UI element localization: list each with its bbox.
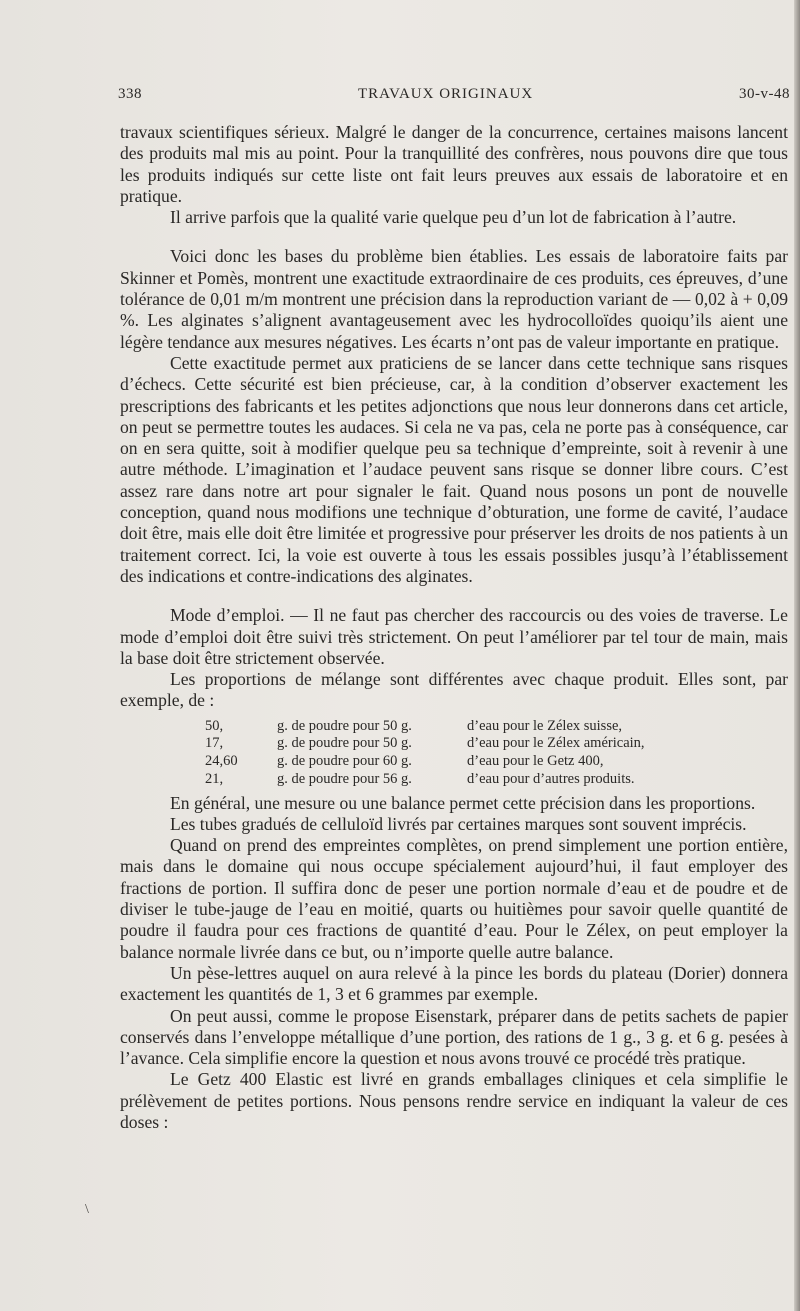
proportions-table [205,718,788,789]
article-body [120,122,788,1133]
running-title: TRAVAUX ORIGINAUX [358,86,534,102]
table-row [205,735,788,753]
paragraph: Les tubes gradués de celluloïd livrés par certaines marques sont souvent imprécis. [170,813,747,834]
table-row [205,718,788,736]
paragraph: Il arrive parfois que la qualité varie quelque peu d’un lot de fabrication à l’autre. [170,207,737,228]
margin-mark: \ [85,1202,89,1217]
running-header [118,86,790,108]
page-edge-shadow [794,0,800,1311]
paragraph: Quand on prend des empreintes complètes, on prend simplement une portion entière, mais dans le domaine qui nous occupe spécialement aujourd’hui, il faut employer des fractions de portion. Il suffira donc de peser une portion normale d’eau et de poudre et de diviser le tube-jauge de l’eau en moitié, quarts ou huitièmes pour savoir quelle quantité de poudre il faudra pour ces fractions de quantité d’eau. Pour le Zélex, on peut employer la balance normale livrée dans ce but, ou n’importe quelle autre balance. [120,835,788,962]
page-number: 338 [118,86,142,102]
table-row [205,753,788,771]
table-cell: g. de poudre pour 50 g. [277,735,412,752]
paragraph: Cette exactitude permet aux praticiens de se lancer dans cette technique sans risques d’échecs. Cette sécurité est bien précieuse, car, à la condition d’observer exactement les prescriptions des fabricants et les petites adjonctions que nous leur donnerons dans cet article, on peut se permettre toutes les audaces. Si cela ne va pas, cela ne porte pas à conséquence, car on en sera quitte, soit à modifier quelque peu sa technique d’empreinte, soit à revenir à une autre méthode. L’imagination et l’audace peuvent sans risque se donner libre cours. C’est assez rare dans notre art pour signaler le fait. Quand nous posons un pont de nouvelle conception, quand nous modifions une technique d’obturation, une forme de cavité, l’audace doit être, mais elle doit être limitée et progressive pour préserver les droits de nos patients à un traitement correct. Ici, la voie est ouverte à tous les essais possibles jusqu’à l’établissement des indications et contre-indications des alginates. [120,352,788,586]
table-cell: d’eau pour le Getz 400, [467,753,604,770]
paragraph: Les proportions de mélange sont différentes avec chaque produit. Elles sont, par exemple, de : [120,669,788,711]
table-row [205,771,788,789]
table-cell: d’eau pour le Zélex suisse, [467,717,623,734]
paragraph: travaux scientifiques sérieux. Malgré le danger de la concurrence, certaines maisons lancent des produits mal mis au point. Pour la tranquillité des confrères, nous pouvons dire que tous les produits indiqués sur cette liste ont fait leurs preuves aux essais de laboratoire et en pratique. [120,122,788,206]
paragraph: En général, une mesure ou une balance permet cette précision dans les proportions. [170,792,756,813]
table-cell: 17, [205,735,224,752]
table-cell: d’eau pour le Zélex américain, [467,735,645,752]
table-cell: 24,60 [205,753,238,770]
table-cell: 50, [205,717,224,734]
section-paragraph-mode-emploi: Mode d’emploi. — Il ne faut pas chercher des raccourcis ou des voies de traverse. Le mode d’emploi doit être suivi très strictement. On peut l’améliorer par tel tour de main, mais la base doit être strictement observée. [120,605,788,668]
issue-date: 30-v-48 [739,86,790,102]
paragraph: Voici donc les bases du problème bien établies. Les essais de laboratoire faits par Skinner et Pomès, montrent une exactitude extraordinaire de ces produits, ces épreuves, d’une tolérance de 0,01 m/m montrent une précision dans la reproduction variant de — 0,02 à + 0,09 %. Les alginates s’alignent avantageusement avec les hydrocolloïdes quoiqu’ils aient une légère tendance aux mesures négatives. Les écarts n’ont pas de valeur importante en pratique. [120,246,788,352]
table-cell: g. de poudre pour 60 g. [277,753,412,770]
table-cell: d’eau pour d’autres produits. [467,770,635,787]
table-cell: g. de poudre pour 50 g. [277,717,412,734]
table-cell: g. de poudre pour 56 g. [277,770,412,787]
paragraph: Le Getz 400 Elastic est livré en grands emballages cliniques et cela simplifie le prélèvement de petites portions. Nous pensons rendre service en indiquant la valeur de ces doses : [120,1069,788,1132]
table-cell: 21, [205,770,224,787]
paragraph: On peut aussi, comme le propose Eisenstark, préparer dans de petits sachets de papier conservés dans l’enveloppe métallique d’une portion, des rations de 1 g., 3 g. et 6 g. pesées à l’avance. Cela simplifie encore la question et nous avons trouvé ce procédé très pratique. [120,1005,788,1069]
paragraph: Un pèse-lettres auquel on aura relevé à la pince les bords du plateau (Dorier) donnera exactement les quantités de 1, 3 et 6 grammes par exemple. [120,962,788,1005]
